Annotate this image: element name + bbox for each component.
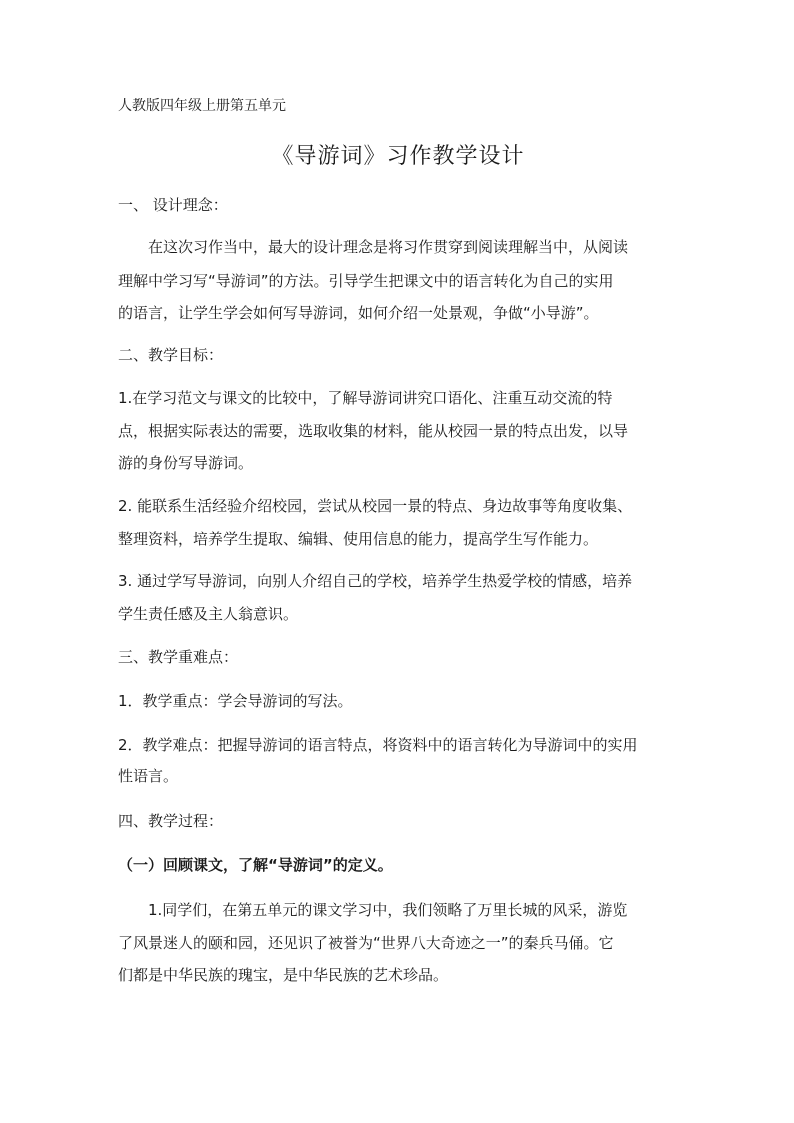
header-note: 人教版四年级上册第五单元	[118, 98, 286, 114]
objective-3-line: 学生责任感及主人翁意识。	[118, 605, 299, 623]
objective-1-line: 游的身份写导游词。	[118, 454, 254, 472]
objective-2-line: 2. 能联系生活经验介绍校园，尝试从校园一景的特点、身边故事等角度收集、	[118, 497, 633, 515]
objective-1-line: 1.在学习范文与课文的比较中，了解导游词讲究口语化、注重互动交流的特	[118, 389, 613, 407]
objective-3-line: 3. 通过学写导游词，向别人介绍自己的学校，培养学生热爱学校的情感，培养	[118, 572, 633, 590]
difficulty-line: 2．教学难点：把握导游词的语言特点，将资料中的语言转化为导游词中的实用	[118, 736, 638, 754]
section1-para-line: 理解中学习写“导游词”的方法。引导学生把课文中的语言转化为自己的实用	[118, 272, 614, 290]
subsection-heading: （一）回顾课文，了解“导游词”的定义。	[118, 856, 393, 874]
key-point: 1．教学重点：学会导游词的写法。	[118, 692, 353, 710]
section2-heading: 二、教学目标：	[118, 346, 224, 364]
process-para-line: 们都是中华民族的瑰宝，是中华民族的艺术珍品。	[118, 966, 449, 984]
section4-heading: 四、教学过程：	[118, 812, 224, 830]
section3-heading: 三、教学重难点：	[118, 648, 239, 666]
process-para-line: 了风景迷人的颐和园，还见识了被誉为“世界八大奇迹之一”的秦兵马俑。它	[118, 934, 614, 952]
objective-1-line: 点，根据实际表达的需要，选取收集的材料，能从校园一景的特点出发，以导	[118, 422, 629, 440]
objective-2-line: 整理资料，培养学生提取、编辑、使用信息的能力，提高学生写作能力。	[118, 530, 599, 548]
process-para-line: 1.同学们，在第五单元的课文学习中，我们领略了万里长城的风采，游览	[118, 901, 628, 919]
section1-para-line: 的语言，让学生学会如何写导游词，如何介绍一处景观，争做“小导游”。	[118, 304, 599, 322]
difficulty-line: 性语言。	[118, 767, 179, 785]
section1-para-line: 在这次习作当中，最大的设计理念是将习作贯穿到阅读理解当中，从阅读	[118, 238, 629, 256]
page-title: 《导游词》习作教学设计	[271, 144, 525, 169]
section1-heading: 一、 设计理念：	[118, 196, 228, 214]
